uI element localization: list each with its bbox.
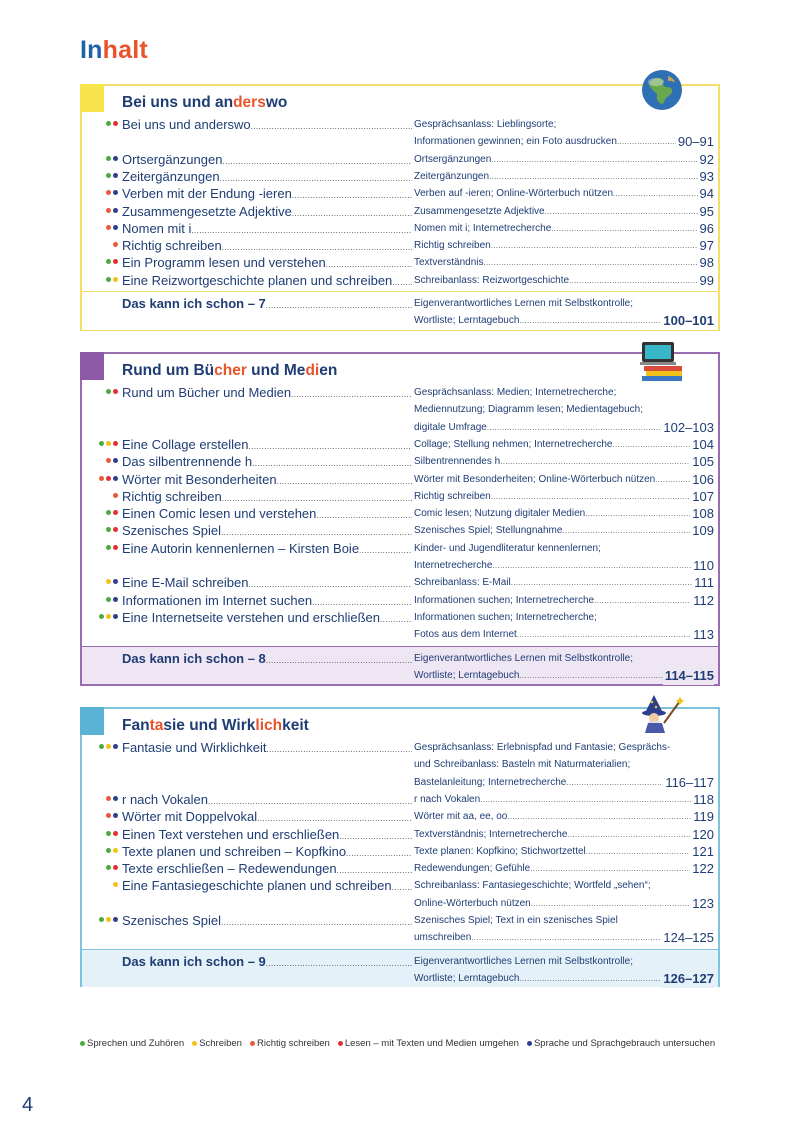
page-ref: 97	[699, 238, 714, 254]
toc-title: Einen Text verstehen und erschließen .....	[122, 826, 412, 846]
competence-dot	[113, 173, 118, 178]
toc-title: Szenisches Spiel .....	[122, 912, 412, 932]
toc-title: Eine Autorin kennenlernen – Kirsten Boie .....	[122, 540, 412, 560]
competence-dots	[104, 156, 118, 164]
competence-dots	[97, 614, 118, 622]
toc-topic: Informationen suchen; Internetrecherche .....	[414, 593, 700, 609]
legend-dot	[250, 1041, 255, 1046]
competence-dot	[113, 389, 118, 394]
section-2	[80, 352, 720, 686]
toc-title: Eine Fantasiegeschichte planen und schreiben .....	[122, 877, 412, 897]
toc-row[interactable]	[82, 877, 718, 912]
competence-dot	[113, 813, 118, 818]
competence-dot	[113, 441, 118, 446]
toc-title: Fantasie und Wirklichkeit .....	[122, 739, 412, 759]
toc-row[interactable]	[82, 574, 718, 591]
toc-topic: Wortliste; Lerntagebuch .....	[414, 668, 700, 684]
toc-row[interactable]	[82, 453, 718, 470]
competence-dot	[113, 744, 118, 749]
toc-topic: Bastelanleitung; Internetrecherche .....	[414, 775, 700, 791]
toc-topic: Informationen suchen; Internetrecherche;	[414, 611, 597, 623]
competence-dot	[99, 917, 104, 922]
competence-dot	[113, 190, 118, 195]
competence-dots	[104, 865, 118, 873]
competence-dot	[113, 121, 118, 126]
competence-dot	[113, 597, 118, 602]
competence-dot	[113, 242, 118, 247]
legend-item: Schreiben	[192, 1038, 242, 1049]
competence-dots	[97, 476, 118, 484]
toc-title: Informationen im Internet suchen .....	[122, 592, 412, 612]
toc-row[interactable]	[82, 384, 718, 436]
toc-row[interactable]	[82, 436, 718, 453]
page-number: 4	[22, 1094, 34, 1116]
page-ref: 113	[693, 627, 714, 643]
toc-title: Nomen mit i .....	[122, 220, 412, 240]
toc-title: Wörter mit Besonderheiten .....	[122, 471, 412, 491]
toc-topic: Online-Wörterbuch nützen .....	[414, 896, 700, 912]
competence-dot	[106, 510, 111, 515]
toc-row-kann[interactable]	[82, 295, 718, 330]
page-ref: 122	[692, 861, 714, 877]
competence-dots	[111, 882, 118, 890]
toc-row[interactable]	[82, 203, 718, 220]
competence-dots	[104, 259, 118, 267]
page-ref: 92	[699, 151, 714, 167]
page-ref: 126–127	[663, 970, 714, 986]
competence-dots	[104, 121, 118, 129]
competence-dots	[104, 190, 118, 198]
toc-row[interactable]	[82, 254, 718, 271]
competence-dot	[106, 190, 111, 195]
toc-row[interactable]	[82, 860, 718, 877]
competence-dot	[106, 579, 111, 584]
toc-title: Zusammengesetzte Adjektive .....	[122, 203, 412, 223]
competence-dots	[104, 848, 118, 856]
competence-dots	[104, 458, 118, 466]
competence-dot	[106, 121, 111, 126]
toc-row[interactable]	[82, 471, 718, 488]
competence-dot	[106, 813, 111, 818]
toc-row-kann[interactable]	[82, 953, 718, 988]
competence-dot	[113, 225, 118, 230]
competence-dot	[99, 614, 104, 619]
competence-dots	[111, 493, 118, 501]
page-title: Inhalt	[80, 36, 148, 64]
toc-topic: Wörter mit aa, ee, oo .....	[414, 809, 700, 825]
competence-dot	[106, 277, 111, 282]
toc-topic: Ortsergänzungen .....	[414, 152, 700, 168]
legend-dot	[192, 1041, 197, 1046]
page-ref: 108	[692, 506, 714, 522]
toc-title: Texte planen und schreiben – Kopfkino .....	[122, 843, 412, 863]
toc-row[interactable]	[82, 488, 718, 505]
toc-topic: und Schreibanlass: Basteln mit Naturmaterialien;	[414, 759, 631, 771]
toc-row[interactable]	[82, 272, 718, 289]
competence-dot	[106, 917, 111, 922]
page-ref: 96	[699, 220, 714, 236]
page-ref: 114–115	[664, 667, 714, 683]
section-tab	[80, 84, 104, 112]
toc-topic: Silbentrennendes h .....	[414, 454, 700, 470]
competence-dots	[104, 173, 118, 181]
toc-row[interactable]	[82, 826, 718, 843]
toc-title: r nach Vokalen .....	[122, 791, 412, 811]
legend-item: Lesen – mit Texten und Medien umgehen	[338, 1038, 519, 1049]
toc-title: Ortsergänzungen .....	[122, 151, 412, 171]
page-ref: 119	[693, 809, 714, 825]
toc-row[interactable]	[82, 609, 718, 644]
competence-dot	[113, 208, 118, 213]
competence-dot	[106, 744, 111, 749]
competence-dots	[104, 831, 118, 839]
competence-dot	[106, 389, 111, 394]
toc-title: Verben mit der Endung -ieren .....	[122, 185, 412, 205]
toc-row[interactable]	[82, 540, 718, 575]
legend-dot	[338, 1041, 343, 1046]
section-title: Rund um Bücher und Medien	[122, 362, 338, 379]
toc-row[interactable]	[82, 220, 718, 237]
competence-dot	[106, 458, 111, 463]
competence-dot	[106, 259, 111, 264]
toc-row[interactable]	[82, 522, 718, 539]
page-ref: 104	[692, 436, 714, 452]
toc-topic: Schreibanlass: Reizwortgeschichte .....	[414, 273, 700, 289]
competence-dots	[97, 441, 118, 449]
legend-item: Sprache und Sprachgebrauch untersuchen	[527, 1038, 715, 1049]
toc-row[interactable]	[82, 505, 718, 522]
page-ref: 120	[692, 826, 714, 842]
toc-row[interactable]	[82, 116, 718, 151]
page-ref: 94	[699, 186, 714, 202]
page-ref: 99	[699, 272, 714, 288]
page-ref: 95	[699, 203, 714, 219]
toc-title: Szenisches Spiel .....	[122, 522, 412, 542]
toc-title: Eine E-Mail schreiben .....	[122, 574, 412, 594]
toc-topic: Wortliste; Lerntagebuch .....	[414, 313, 700, 329]
page-ref: 111	[694, 575, 714, 591]
toc-row[interactable]	[82, 843, 718, 860]
toc-row[interactable]	[82, 791, 718, 808]
toc-title: Bei uns und anderswo .....	[122, 116, 412, 136]
laptop-books-icon	[636, 338, 686, 387]
toc-topic: Schreibanlass: Fantasiegeschichte; Wortfeld „sehen“;	[414, 880, 651, 892]
toc-topic: Szenisches Spiel; Stellungnahme .....	[414, 523, 700, 539]
competence-dot	[113, 458, 118, 463]
competence-dots	[104, 796, 118, 804]
toc-topic: Richtig schreiben .....	[414, 489, 700, 505]
kann-title: Das kann ich schon – 7 .....	[122, 295, 412, 315]
competence-dot	[106, 156, 111, 161]
toc-topic: Nomen mit i; Internetrecherche .....	[414, 221, 700, 237]
page-ref: 123	[692, 895, 714, 911]
competence-dot	[113, 493, 118, 498]
page-ref: 107	[692, 488, 714, 504]
toc-topic: Texte planen: Kopfkino; Stichwortzettel .....	[414, 844, 700, 860]
toc-title: Eine Reizwortgeschichte planen und schreiben .....	[122, 272, 412, 292]
competence-dot	[113, 527, 118, 532]
toc-topic: Informationen gewinnen; ein Foto ausdrucken .....	[414, 134, 700, 150]
toc-topic: Comic lesen; Nutzung digitaler Medien .....	[414, 506, 700, 522]
toc-topic: Richtig schreiben .....	[414, 238, 700, 254]
kann-title: Das kann ich schon – 9 .....	[122, 953, 412, 973]
toc-row-kann[interactable]	[82, 650, 718, 685]
competence-dots	[104, 597, 118, 605]
toc-title: Das silbentrennende h .....	[122, 453, 412, 473]
legend-dot	[527, 1041, 532, 1046]
competence-dots	[97, 744, 118, 752]
toc-row[interactable]	[82, 151, 718, 168]
toc-title: Rund um Bücher und Medien .....	[122, 384, 412, 404]
competence-dot	[113, 865, 118, 870]
section-1	[80, 84, 720, 331]
section-tab	[80, 352, 104, 380]
toc-topic: Collage; Stellung nehmen; Internetrecherche .....	[414, 437, 700, 453]
toc-row[interactable]	[82, 185, 718, 202]
competence-dots	[111, 242, 118, 250]
wizard-icon	[640, 693, 686, 738]
toc-topic: Eigenverantwortliches Lernen mit Selbstkontrolle;	[414, 955, 633, 967]
competence-dot	[106, 865, 111, 870]
section-tab	[80, 707, 104, 735]
legend-dot	[80, 1041, 85, 1046]
page-ref: 110	[693, 557, 714, 573]
toc-topic: Redewendungen; Gefühle .....	[414, 861, 700, 877]
toc-title: Eine Internetseite verstehen und erschließen .....	[122, 609, 412, 629]
competence-dot	[106, 208, 111, 213]
competence-dot	[99, 441, 104, 446]
page-ref: 112	[693, 592, 714, 608]
competence-dot	[106, 831, 111, 836]
competence-dot	[106, 545, 111, 550]
page-ref: 124–125	[663, 930, 714, 946]
competence-dots	[104, 813, 118, 821]
toc-topic: Internetrecherche .....	[414, 558, 700, 574]
toc-title: Zeitergänzungen .....	[122, 168, 412, 188]
page-ref: 121	[692, 843, 714, 859]
page-ref: 93	[699, 168, 714, 184]
toc-topic: Schreibanlass: E-Mail .....	[414, 575, 700, 591]
toc-row[interactable]	[82, 912, 718, 947]
toc-topic: Textverständnis; Internetrecherche .....	[414, 827, 700, 843]
competence-dots	[104, 510, 118, 518]
competence-dot	[113, 156, 118, 161]
toc-title: Ein Programm lesen und verstehen .....	[122, 254, 412, 274]
page-ref: 106	[692, 471, 714, 487]
competence-dot	[106, 173, 111, 178]
competence-dot	[113, 476, 118, 481]
toc-topic: Szenisches Spiel; Text in ein szenisches Spiel	[414, 915, 618, 926]
competence-dot	[113, 579, 118, 584]
kann-title: Das kann ich schon – 8 .....	[122, 650, 412, 670]
toc-row[interactable]	[82, 237, 718, 254]
competence-dot	[106, 597, 111, 602]
toc-row[interactable]	[82, 808, 718, 825]
competence-dot	[106, 476, 111, 481]
page-ref: 109	[692, 523, 714, 539]
toc-topic: Mediennutzung; Diagramm lesen; Medientagebuch;	[414, 404, 644, 416]
competence-dot	[106, 225, 111, 230]
page-ref: 90–91	[677, 134, 714, 150]
toc-topic: r nach Vokalen .....	[414, 792, 700, 808]
toc-title: Eine Collage erstellen .....	[122, 436, 412, 456]
competence-dots	[104, 208, 118, 216]
toc-topic: Gesprächsanlass: Medien; Internetrecherche;	[414, 387, 617, 398]
competence-dots	[104, 527, 118, 535]
toc-topic: Zusammengesetzte Adjektive .....	[414, 204, 700, 220]
competence-dot	[106, 848, 111, 853]
toc-topic: Gesprächsanlass: Erlebnispfad und Fantasie; Gesprächs-	[414, 742, 671, 753]
toc-title: Richtig schreiben .....	[122, 488, 412, 508]
page-ref: 102–103	[663, 419, 714, 435]
toc-row[interactable]	[82, 592, 718, 609]
toc-topic: umschreiben .....	[414, 930, 700, 946]
competence-dot	[106, 527, 111, 532]
toc-title: Richtig schreiben .....	[122, 237, 412, 257]
toc-topic: Verben auf -ieren; Online-Wörterbuch nützen .....	[414, 186, 700, 202]
competence-dot	[113, 882, 118, 887]
competence-dot	[99, 744, 104, 749]
toc-topic: Wortliste; Lerntagebuch .....	[414, 971, 700, 987]
page-ref: 100–101	[663, 313, 714, 329]
page-ref: 118	[693, 791, 714, 807]
toc-topic: Eigenverantwortliches Lernen mit Selbstkontrolle;	[414, 652, 633, 664]
competence-dot	[113, 259, 118, 264]
competence-dots	[97, 917, 118, 925]
competence-dot	[113, 545, 118, 550]
competence-dot	[113, 917, 118, 922]
toc-topic: Kinder- und Jugendliteratur kennenlernen;	[414, 542, 601, 554]
competence-dot	[113, 510, 118, 515]
globe-icon	[640, 68, 684, 117]
section-title: Fantasie und Wirklichkeit	[122, 717, 309, 734]
competence-dot	[113, 614, 118, 619]
toc-title: Wörter mit Doppelvokal .....	[122, 808, 412, 828]
legend-item: Richtig schreiben	[250, 1038, 330, 1049]
section-3	[80, 707, 720, 987]
toc-topic: Eigenverantwortliches Lernen mit Selbstkontrolle;	[414, 298, 633, 309]
competence-dot	[113, 848, 118, 853]
competence-dots	[104, 579, 118, 587]
competence-dots	[104, 277, 118, 285]
toc-topic: Fotos aus dem Internet .....	[414, 627, 700, 643]
competence-dot	[113, 796, 118, 801]
competence-dots	[104, 545, 118, 553]
page-ref: 98	[699, 255, 714, 271]
section-title: Bei uns und anderswo	[122, 94, 288, 111]
page-ref: 105	[692, 454, 714, 470]
competence-dots	[104, 389, 118, 397]
toc-row[interactable]	[82, 168, 718, 185]
toc-topic: Wörter mit Besonderheiten; Online-Wörterbuch nützen .....	[414, 472, 700, 488]
page-ref: 116–117	[665, 774, 714, 790]
competence-dots	[104, 225, 118, 233]
toc-title: Texte erschließen – Redewendungen .....	[122, 860, 412, 880]
competence-dot	[99, 476, 104, 481]
toc-topic: digitale Umfrage .....	[414, 420, 700, 436]
competence-dot	[106, 441, 111, 446]
competence-dot	[113, 831, 118, 836]
legend-item: Sprechen und Zuhören	[80, 1038, 184, 1049]
toc-topic: Gesprächsanlass: Lieblingsorte;	[414, 119, 557, 130]
competence-dot	[106, 796, 111, 801]
legend	[80, 1038, 740, 1049]
toc-row[interactable]	[82, 739, 718, 791]
competence-dot	[113, 277, 118, 282]
competence-dot	[106, 614, 111, 619]
toc-topic: Zeitergänzungen .....	[414, 169, 700, 185]
toc-title: Einen Comic lesen und verstehen .....	[122, 505, 412, 525]
toc-topic: Textverständnis .....	[414, 255, 700, 271]
